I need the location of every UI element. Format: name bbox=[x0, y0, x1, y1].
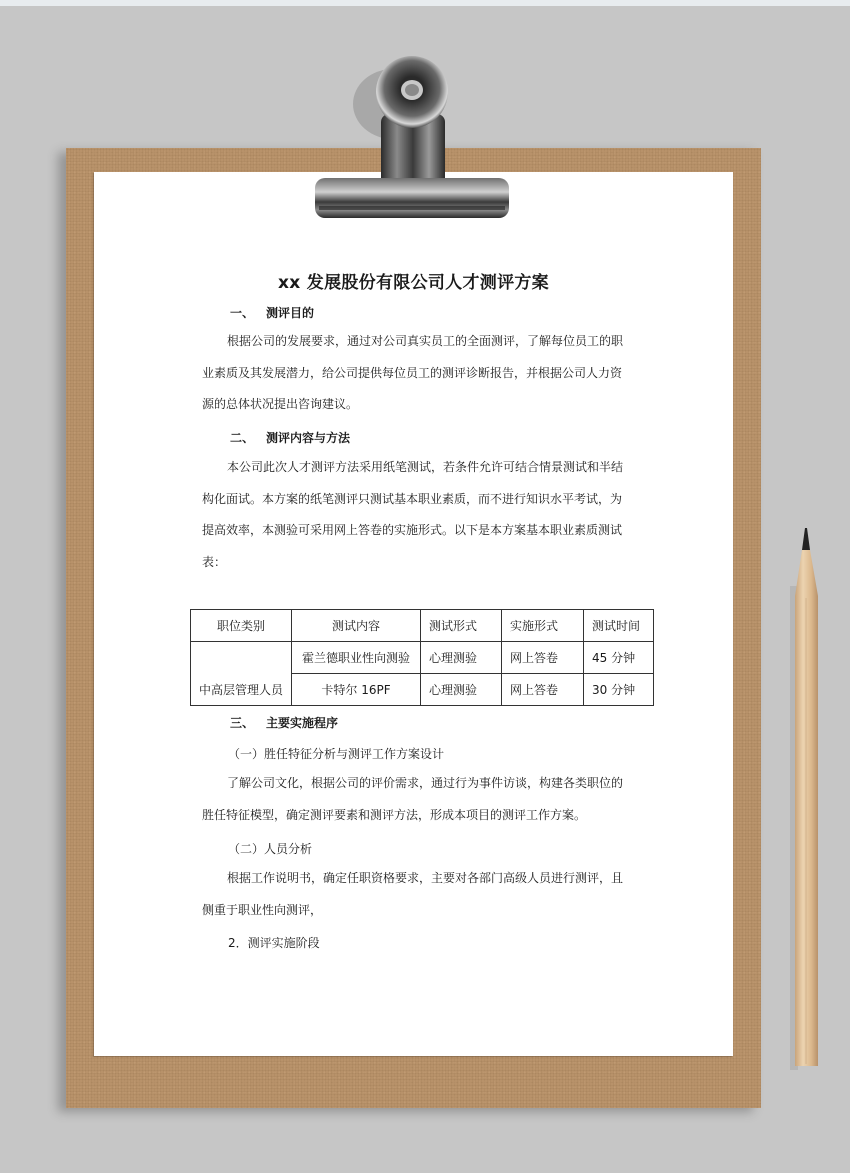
step-heading: 2．测评实施阶段 bbox=[228, 936, 320, 950]
table-cell: 卡特尔 16PF bbox=[292, 674, 421, 706]
subsection-paragraph-2: 根据工作说明书，确定任职资格要求，主要对各部门高级人员进行测评，且侧重于职业性向测评， bbox=[202, 871, 624, 917]
top-strip bbox=[0, 0, 850, 6]
table-header-cell: 测试时间 bbox=[584, 610, 654, 642]
section-paragraph-2: 本公司此次人才测评方法采用纸笔测试，若条件允许可结合情景测试和半结构化面试。本方案的纸笔测评只测试基本职业素质，而不进行知识水平考试，为提高效率，本测验可采用网上答卷的实施形式。以下是本方案基本职业素质测试表： bbox=[202, 460, 624, 569]
subsection-paragraph-1: 了解公司文化，根据公司的评价需求，通过行为事件访谈，构建各类职位的胜任特征模型，确定测评要素和测评方法，形成本项目的测评工作方案。 bbox=[202, 776, 624, 822]
table-header-cell: 实施形式 bbox=[502, 610, 584, 642]
table-cell: 心理测验 bbox=[421, 642, 502, 674]
binder-clip-icon bbox=[313, 44, 511, 220]
table-header-row bbox=[191, 610, 654, 642]
table-row bbox=[191, 642, 654, 674]
table-header-cell: 测试内容 bbox=[292, 610, 421, 642]
subsection-heading-1: （一）胜任特征分析与测评工作方案设计 bbox=[228, 747, 445, 761]
table-cell: 30 分钟 bbox=[584, 674, 654, 706]
document-paper bbox=[94, 172, 733, 1056]
section-number: 三、 bbox=[230, 716, 255, 730]
table-cell: 心理测验 bbox=[421, 674, 502, 706]
table-header-cell: 测试形式 bbox=[421, 610, 502, 642]
section-heading-2 bbox=[230, 429, 350, 446]
document-content bbox=[94, 172, 733, 1056]
table-cell: 网上答卷 bbox=[502, 642, 584, 674]
section-paragraph-1: 根据公司的发展要求，通过对公司真实员工的全面测评，了解每位员工的职业素质及其发展潜力，给公司提供每位员工的测评诊断报告，并根据公司人力资源的总体状况提出咨询建议。 bbox=[202, 334, 624, 411]
section-number: 一、 bbox=[230, 306, 255, 320]
section-heading-3 bbox=[230, 714, 338, 731]
section-title: 测评内容与方法 bbox=[266, 431, 351, 445]
table-cell: 45 分钟 bbox=[584, 642, 654, 674]
table-cell: 网上答卷 bbox=[502, 674, 584, 706]
table-header-cell: 职位类别 bbox=[191, 610, 292, 642]
section-number: 二、 bbox=[230, 431, 255, 445]
table-group-cell: 中高层管理人员 bbox=[191, 642, 292, 706]
subsection-heading-2: （二）人员分析 bbox=[228, 842, 313, 856]
section-heading-1 bbox=[230, 304, 314, 321]
section-title: 测评目的 bbox=[266, 306, 315, 320]
section-title: 主要实施程序 bbox=[266, 716, 339, 730]
table-cell: 霍兰德职业性向测验 bbox=[292, 642, 421, 674]
assessment-table bbox=[190, 609, 654, 706]
document-title: xx 发展股份有限公司人才测评方案 bbox=[278, 273, 549, 293]
pencil-icon bbox=[790, 526, 826, 1070]
